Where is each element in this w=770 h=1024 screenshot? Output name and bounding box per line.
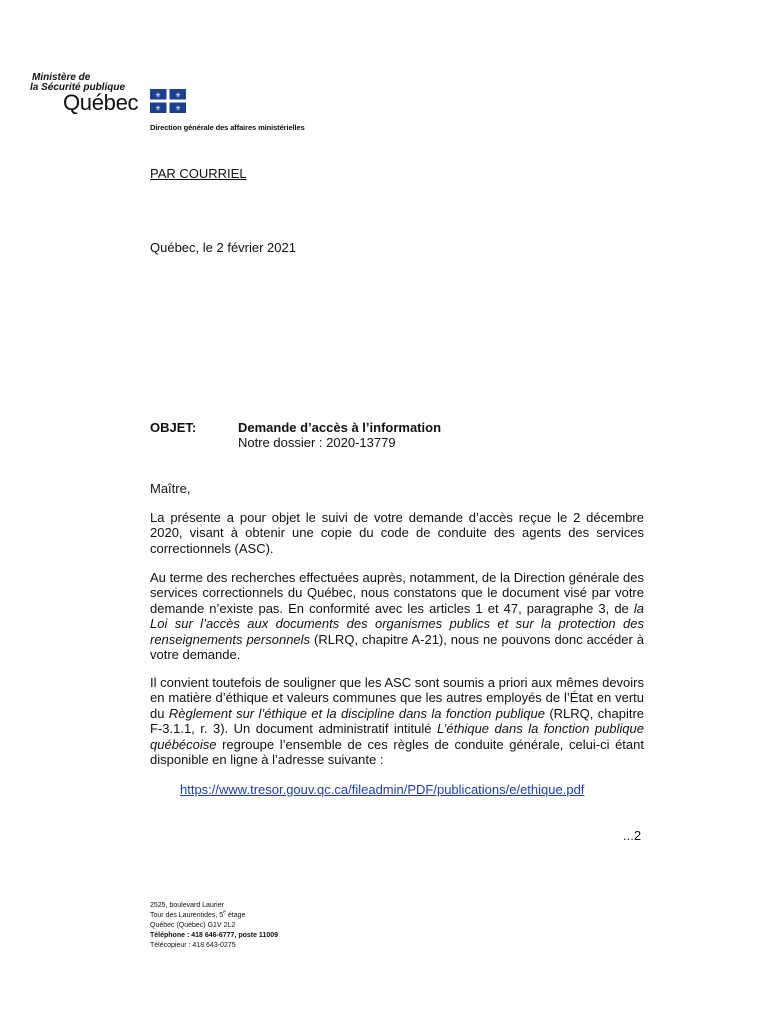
paragraph-1: La présente a pour objet le suivi de votre demande d’accès reçue le 2 décembre 2020, visant à obtenir une copie du code de conduite des agents des services correctionnels (ASC). [150, 510, 644, 556]
ministry-line-1: Ministère de [32, 72, 91, 83]
object-label: OBJET: [150, 420, 197, 435]
footer-phone: Téléphone : 418 646-6777, poste 11009 [150, 932, 279, 939]
ethics-document-link[interactable]: https://www.tresor.gouv.qc.ca/fileadmin/PDF/publications/e/ethique.pdf [180, 782, 585, 797]
date-line: Québec, le 2 février 2021 [150, 240, 296, 255]
paragraph-3-text-b: (RLRQ, chapitre F-3.1.1, r. 3). Un document administratif intitulé [150, 705, 644, 737]
footer-city: Québec (Québec) G1V 2L2 [150, 922, 236, 929]
svg-text:⚜: ⚜ [154, 104, 162, 113]
paragraph-3-regulation-title: Règlement sur l’éthique et la discipline dans la fonction publique [168, 705, 545, 721]
footer-tower: Tour des Laurentides, 5e étage [150, 909, 246, 919]
quebec-flag-icon [150, 89, 186, 113]
paragraph-3 [150, 675, 644, 767]
dossier-number: Notre dossier : 2020-13779 [238, 435, 396, 450]
page-continuation: ...2 [623, 828, 642, 843]
ministry-line-2: la Sécurité publique [30, 82, 126, 93]
delivery-method: PAR COURRIEL [150, 166, 247, 181]
quebec-wordmark: Québec [63, 90, 139, 115]
direction-name: Direction générale des affaires ministérielles [150, 123, 305, 132]
paragraph-3-text-a: Il convient toutefois de souligner que les ASC sont soumis a priori aux mêmes devoirs en matière d’éthique et valeurs communes que les autres employés de l’État en vertu du [150, 675, 644, 721]
paragraph-3-document-title: L’éthique dans la fonction publique québécoise [150, 721, 644, 752]
svg-text:⚜: ⚜ [174, 91, 182, 100]
footer-street: 2525, boulevard Laurier [150, 902, 224, 909]
object-title: Demande d’accès à l’information [238, 420, 442, 435]
paragraph-2 [150, 570, 644, 662]
paragraph-2-text-b: (RLRQ, chapitre A-21), nous ne pouvons donc accéder à votre demande. [150, 631, 644, 663]
svg-text:⚜: ⚜ [154, 91, 162, 100]
paragraph-2-law-title: la Loi sur l’accès aux documents des organismes publics et sur la protection des renseignements personnels [150, 600, 644, 647]
salutation: Maître, [150, 481, 191, 496]
paragraph-3-text-c: regroupe l’ensemble de ces règles de conduite générale, celui-ci étant disponible en ligne à l’adresse suivante : [150, 736, 644, 768]
footer-address [150, 901, 278, 951]
footer-fax: Télécopieur : 418 643-0275 [150, 942, 236, 949]
svg-text:⚜: ⚜ [174, 104, 182, 113]
paragraph-2-text-a: Au terme des recherches effectuées auprès, notamment, de la Direction générale des services correctionnels du Québec, nous constatons que le document visé par votre demande n’existe pas. En conformité avec les articles 1 et 47, paragraphe 3, de [150, 570, 644, 616]
